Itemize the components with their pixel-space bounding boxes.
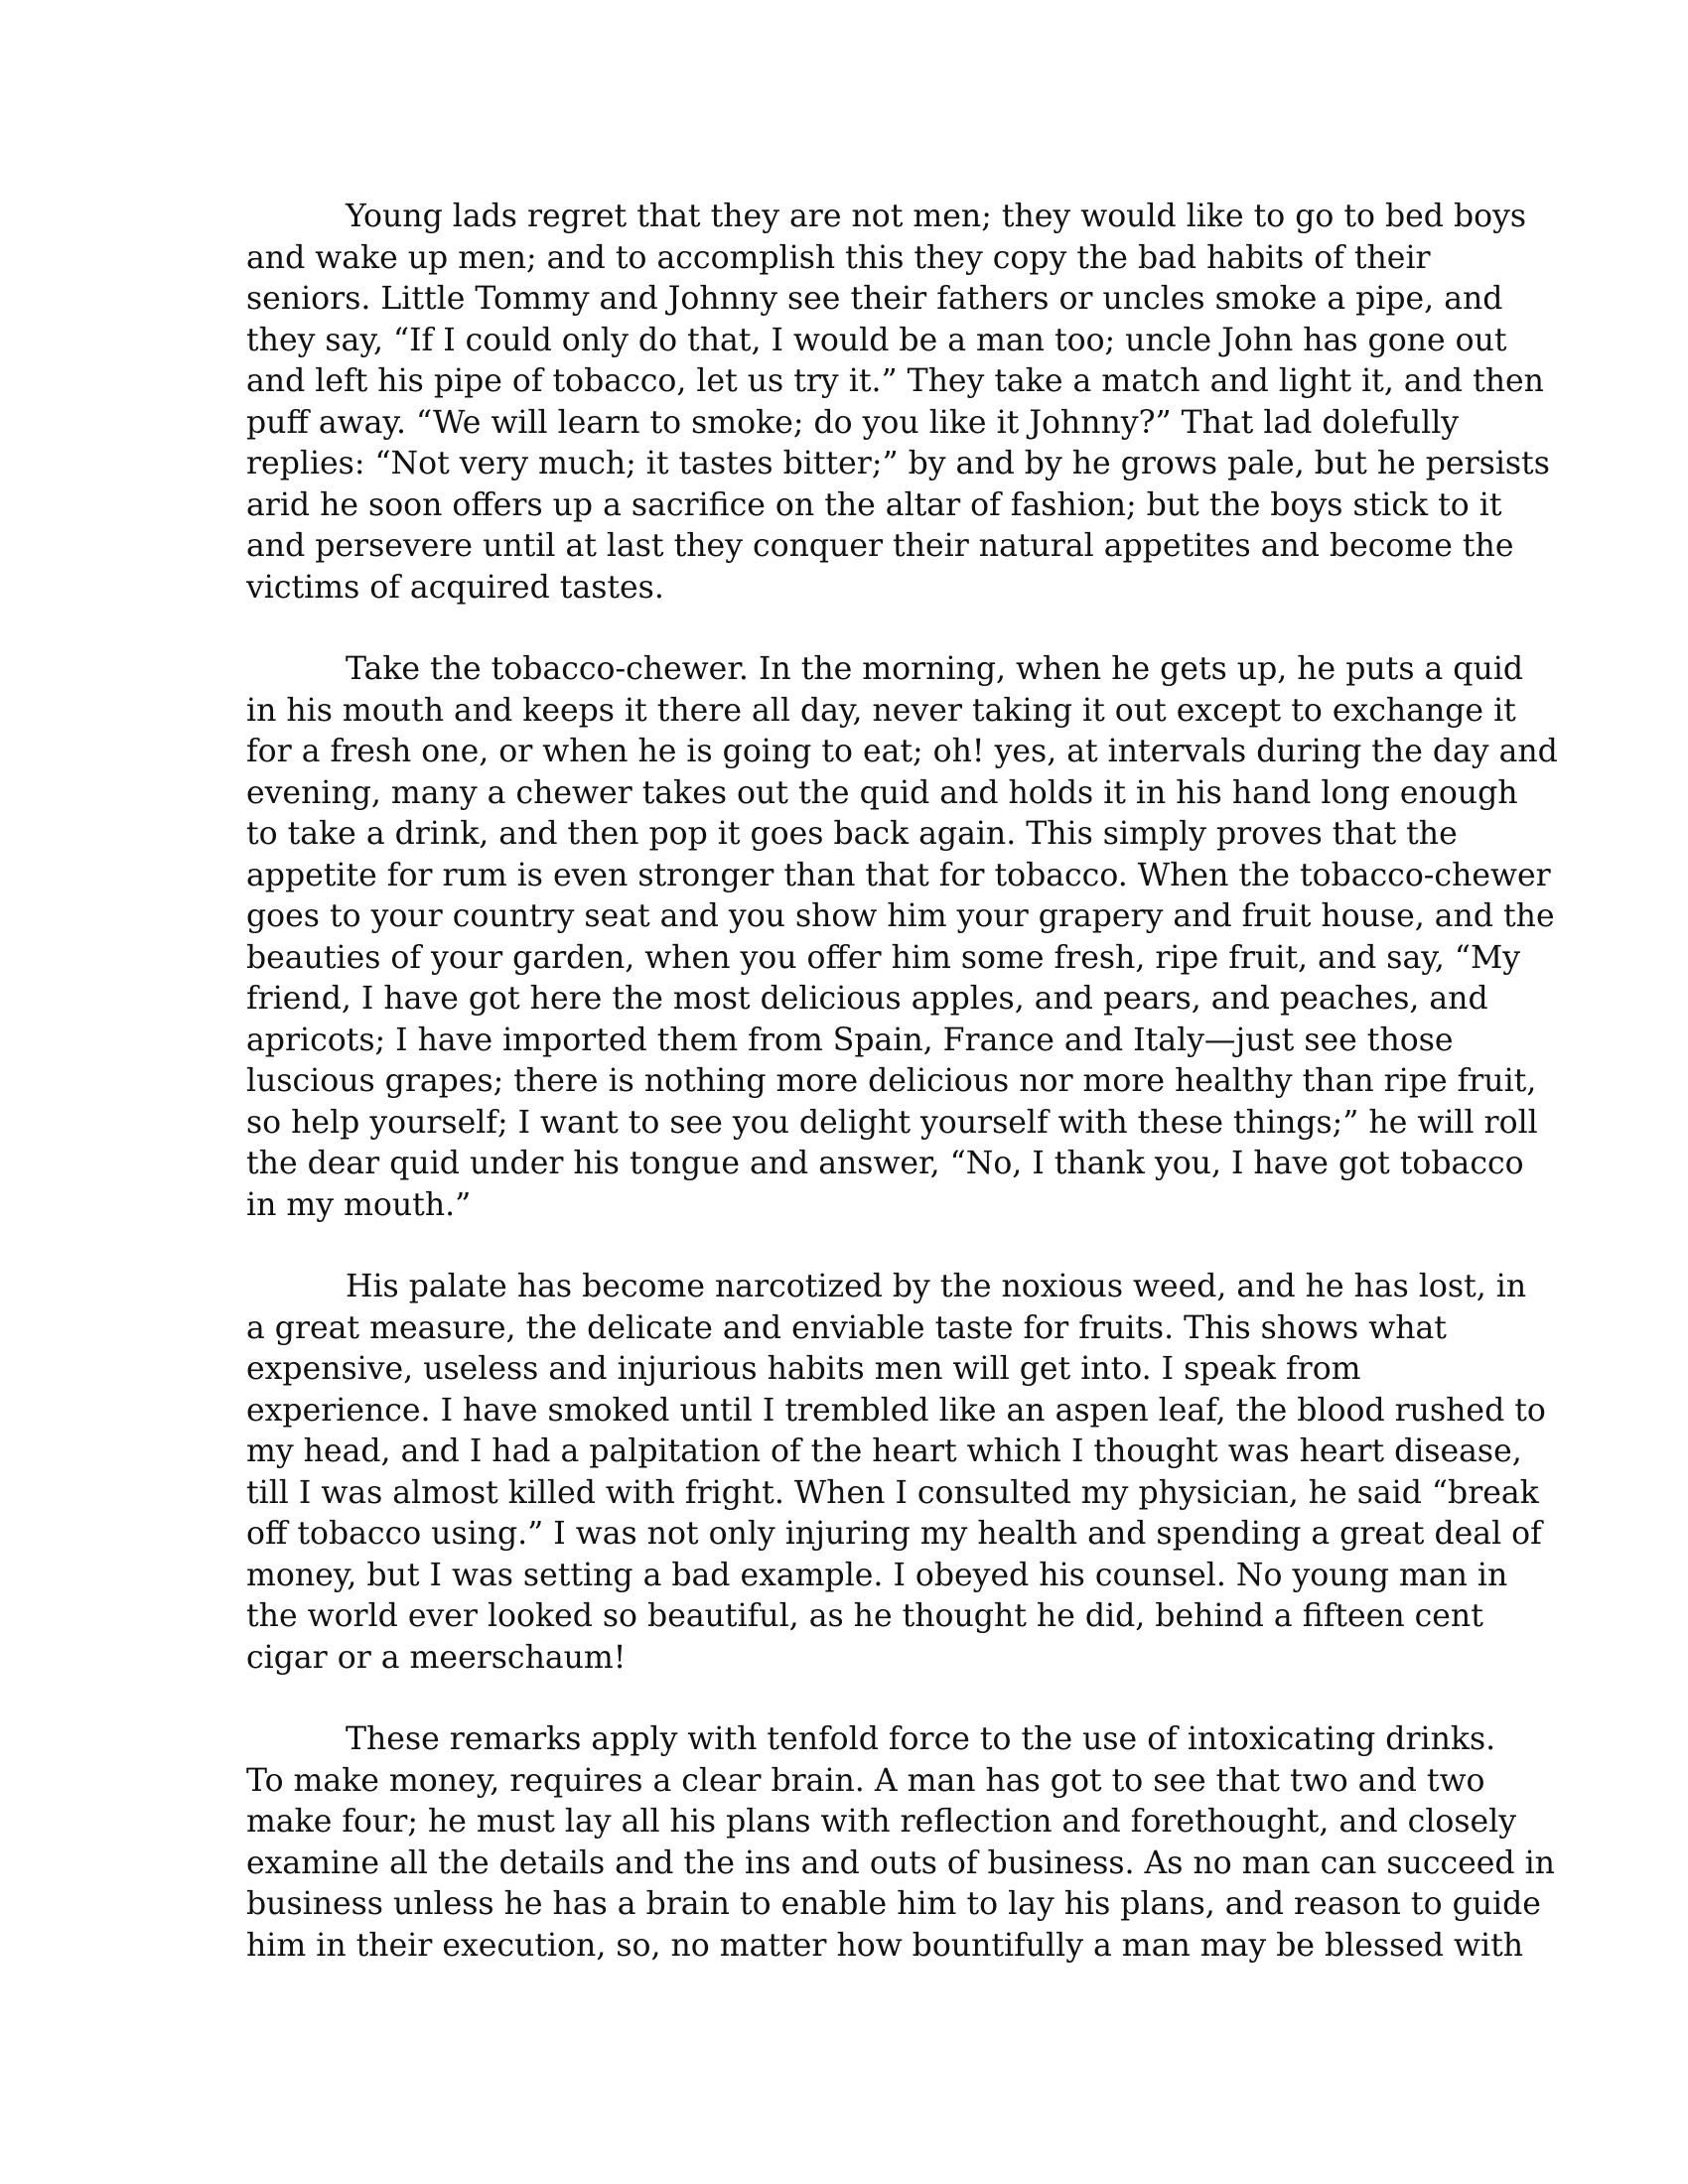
text-line: examine all the details and the ins and outs of business. As no man can succeed in — [246, 1844, 1555, 1881]
text-line: puff away. “We will learn to smoke; do you like it Johnny?” That lad dolefully — [246, 404, 1460, 441]
text-line: His palate has become narcotized by the noxious weed, and he has lost, in — [346, 1269, 1527, 1304]
text-line: beauties of your garden, when you offer him some fresh, ripe fruit, and say, “My — [246, 939, 1521, 976]
paragraph-2 — [246, 649, 1558, 1226]
text-line: the world ever looked so beautiful, as he thought he did, behind a fifteen cent — [246, 1598, 1483, 1634]
text-line: seniors. Little Tommy and Johnny see their fathers or uncles smoke a pipe, and — [246, 281, 1503, 317]
text-line: money, but I was setting a bad example. I obeyed his counsel. No young man in — [246, 1557, 1508, 1593]
text-line: replies: “Not very much; it tastes bitter;” by and by he grows pale, but he persists — [246, 446, 1550, 481]
text-line: business unless he has a brain to enable him to lay his plans, and reason to guide — [246, 1886, 1541, 1922]
paragraph-1 — [246, 197, 1550, 609]
text-line: make four; he must lay all his plans with reflection and forethought, and closely — [246, 1804, 1517, 1840]
text-line: Take the tobacco-chewer. In the morning, when he gets up, he puts a quid — [346, 651, 1523, 687]
text-line: off tobacco using.” I was not only injuring my health and spending a great deal of — [246, 1516, 1542, 1552]
text-line: apricots; I have imported them from Spain, France and Italy—just see those — [246, 1022, 1454, 1058]
text-line: so help yourself; I want to see you delight yourself with these things;” he will roll — [246, 1104, 1538, 1141]
text-line: and wake up men; and to accomplish this they copy the bad habits of their — [246, 239, 1431, 276]
body-text — [246, 197, 1558, 2007]
text-line: expensive, useless and injurious habits men will get into. I speak from — [246, 1351, 1361, 1387]
text-line: goes to your country seat and you show him your grapery and fruit house, and the — [246, 898, 1555, 934]
text-line: a great measure, the delicate and enviable taste for fruits. This shows what — [246, 1309, 1447, 1346]
text-line: for a fresh one, or when he is going to eat; oh! yes, at intervals during the day and — [246, 734, 1558, 769]
paragraph-3 — [246, 1267, 1546, 1679]
text-line: luscious grapes; there is nothing more delicious nor more healthy than ripe fruit, — [246, 1063, 1537, 1099]
text-line: in his mouth and keeps it there all day, never taking it out except to exchange it — [246, 692, 1516, 729]
text-line: and left his pipe of tobacco, let us try it.” They take a match and light it, and then — [246, 363, 1544, 399]
text-line: cigar or a meerschaum! — [246, 1639, 627, 1676]
text-line: the dear quid under his tongue and answer, “No, I thank you, I have got tobacco — [246, 1146, 1524, 1181]
text-line: and persevere until at last they conquer their natural appetites and become the — [246, 528, 1514, 564]
text-line: arid he soon offers up a sacrifice on the altar of fashion; but the boys stick to it — [246, 486, 1502, 523]
text-line: experience. I have smoked until I trembled like an aspen leaf, the blood rushed to — [246, 1392, 1546, 1429]
text-line: victims of acquired tastes. — [246, 569, 664, 606]
text-line: in my mouth.” — [246, 1186, 472, 1223]
text-line: These remarks apply with tenfold force to the use of intoxicating drinks. — [346, 1721, 1496, 1757]
text-line: him in their execution, so, no matter how bountifully a man may be blessed with — [246, 1927, 1524, 1964]
text-line: till I was almost killed with fright. When I consulted my physician, he said “break — [246, 1474, 1539, 1511]
text-line: appetite for rum is even stronger than that for tobacco. When the tobacco-chewer — [246, 857, 1551, 893]
paragraph-4 — [246, 1719, 1555, 1967]
text-line: Young lads regret that they are not men; they would like to go to bed boys — [346, 199, 1527, 234]
text-line: friend, I have got here the most delicious apples, and pears, and peaches, and — [246, 981, 1488, 1017]
text-line: evening, many a chewer takes out the quid and holds it in his hand long enough — [246, 774, 1518, 811]
text-line: they say, “If I could only do that, I would be a man too; uncle John has gone out — [246, 322, 1507, 358]
text-line: To make money, requires a clear brain. A man has got to see that two and two — [246, 1762, 1485, 1799]
text-line: to take a drink, and then pop it goes back again. This simply proves that the — [246, 816, 1458, 852]
text-line: my head, and I had a palpitation of the heart which I thought was heart disease, — [246, 1433, 1522, 1469]
